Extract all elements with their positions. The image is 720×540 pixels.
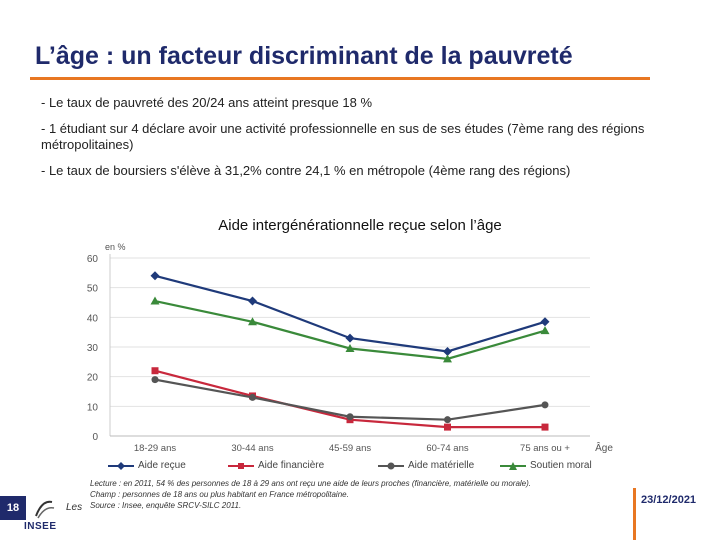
legend-label: Aide financière [258,460,325,471]
y-tick-label: 20 [86,372,98,384]
data-point [541,317,550,326]
bullet-item: - 1 étudiant sur 4 déclare avoir une activité professionnelle en sus de ses études (7ème rang des régions métropolitaines) [41,121,645,152]
data-point [151,271,160,280]
legend-item-soutien-moral [500,460,592,471]
footer-text: Les [66,502,83,513]
data-point [152,376,159,383]
legend-marker-square [228,461,254,471]
legend-marker-diamond [108,461,134,471]
logo-text: INSEE [24,521,57,532]
x-tick-label: 30-44 ans [231,443,274,454]
legend-item-aide-financiere [228,460,324,471]
data-point [542,401,549,408]
data-point [249,394,256,401]
chart-notes [90,478,630,511]
slide-date: 23/12/2021 [641,494,697,506]
data-point [347,413,354,420]
legend-label: Aide matérielle [408,460,475,471]
legend-marker-triangle [500,461,526,471]
data-point [346,334,355,343]
y-tick-label: 0 [92,432,98,443]
legend-label: Soutien moral [530,460,592,471]
legend-item-aide-materielle [378,460,474,471]
bullet-item: - Le taux de boursiers s'élève à 31,2% contre 24,1 % en métropole (4ème rang des régions) [41,163,571,178]
y-tick-label: 10 [86,402,98,414]
line-chart [80,238,620,460]
x-tick-label: 60-74 ans [426,443,469,454]
data-point [541,326,550,334]
y-tick-label: 50 [86,283,98,295]
x-tick-label: 75 ans ou + [520,443,570,454]
page-number: 18 [0,496,26,520]
chart-title: Aide intergénérationnelle reçue selon l’âge [218,217,502,234]
note-scope: Champ : personnes de 18 ans ou plus habitant en France métropolitaine. [90,490,349,499]
bullet-list [41,95,661,189]
legend-marker-circle [378,461,404,471]
y-tick-label: 60 [86,254,98,265]
x-axis-label: Âge [595,443,613,454]
data-point [152,367,159,374]
slide-title: L’âge : un facteur discriminant de la pauvreté [35,42,573,70]
date-separator [633,488,636,540]
data-point [444,416,451,423]
data-point [248,297,257,306]
chart-legend [108,460,628,474]
y-tick-label: 40 [86,313,98,325]
data-point [444,424,451,431]
title-underline [30,77,650,80]
y-axis-label: en % [105,242,126,252]
data-point [151,297,160,305]
legend-label: Aide reçue [138,460,186,471]
x-tick-label: 18-29 ans [133,443,177,454]
note-reading: Lecture : en 2011, 54 % des personnes de 18 à 29 ans ont reçu une aide de leurs proches (financière, matérielle ou morale). [90,479,532,488]
x-tick-label: 45-59 ans [328,443,372,454]
legend-item-aide-recue [108,460,186,471]
note-source: Source : Insee, enquête SRCV-SILC 2011. [90,501,242,510]
data-point [542,424,549,431]
bullet-item: - Le taux de pauvreté des 20/24 ans atteint presque 18 % [41,95,373,110]
y-tick-label: 30 [86,343,98,354]
